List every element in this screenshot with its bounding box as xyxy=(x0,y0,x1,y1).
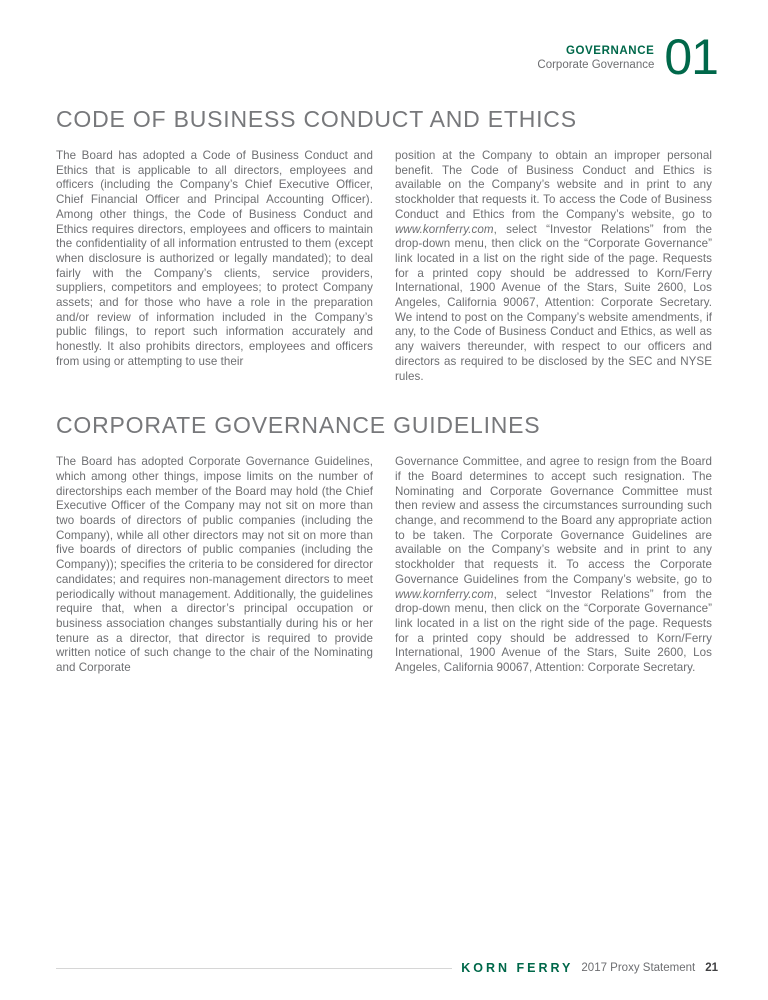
body-column-right: position at the Company to obtain an improper personal benefit. The Code of Business Conduct and Ethics is available on the Company’s website and in print to any stockholder that requests it. To access the Code of Business Conduct and Ethics from the Company’s website, go to www.kornferry.com, select “Investor Relations” from the drop-down menu, then click on the “Corporate Governance” link located in a list on the right side of the page. Requests for a printed copy should be addressed to Korn/Ferry International, 1900 Avenue of the Stars, Suite 2600, Los Angeles, California 90067, Attention: Corporate Secretary. We intend to post on the Company’s website amendments, if any, to the Code of Business Conduct and Ethics, as well as any waivers thereunder, with respect to our officers and directors as required to be disclosed by the SEC and NYSE rules. xyxy=(395,149,712,383)
section-corporate-governance-guidelines xyxy=(56,412,712,676)
two-column-text xyxy=(56,455,712,676)
footer-statement: 2017 Proxy Statement xyxy=(581,962,696,974)
body-column-left: The Board has adopted a Code of Business Conduct and Ethics that is applicable to all directors, employees and officers (including the Company’s Chief Executive Officer, Chief Financial Officer and Principal Accounting Officer). Among other things, the Code of Business Conduct and Ethics requires directors, employees and officers to maintain the confidentiality of all information entrusted to them (except when disclosure is authorized or legally mandated); to deal fairly with the Company’s clients, service providers, suppliers, competitors and employees; to protect Company assets; and for those who have a role in the preparation and/or review of information included in the Company’s public filings, to report such information accurately and honestly. It also prohibits directors, employees and officers from using or attempting to use their xyxy=(56,149,373,368)
section-number: 01 xyxy=(664,29,718,85)
section-label: GOVERNANCE xyxy=(565,45,655,57)
section-sublabel: Corporate Governance xyxy=(537,59,655,71)
footer-brand: KORN FERRY xyxy=(461,961,574,975)
body-column-right: Governance Committee, and agree to resign from the Board if the Board determines to accept such resignation. The Nominating and Corporate Governance Committee must then review and assess the circumstances surrounding such change, and recommend to the Board any appropriate action to be taken. The Corporate Governance Guidelines are available on the Company’s website and in print to any stockholder that requests it. To access the Corporate Governance Guidelines from the Company’s website, go to www.kornferry.com, select “Investor Relations” from the drop-down menu, then click on the “Corporate Governance” link located in a list on the right side of the page. Requests for a printed copy should be addressed to Korn/Ferry International, 1900 Avenue of the Stars, Suite 2600, Los Angeles, California 90067, Attention: Corporate Secretary. xyxy=(395,455,712,675)
footer-rule xyxy=(56,968,452,969)
page-content xyxy=(56,0,712,676)
section-code-of-business-conduct xyxy=(56,106,712,384)
section-title: CODE OF BUSINESS CONDUCT AND ETHICS xyxy=(56,106,577,132)
page-footer xyxy=(56,961,718,975)
page-number: 21 xyxy=(705,962,718,974)
body-column-left: The Board has adopted Corporate Governance Guidelines, which among other things, impose limits on the number of directorships each member of the Board may hold (the Chief Executive Officer of the Company may not sit on more than two boards of directors of public companies (including the Company), while all other directors may not sit on more than five boards of directors of public companies (including the Company)); specifies the criteria to be considered for director candidates; and requires non-management directors to meet periodically without management. Additionally, the guidelines require that, when a director’s principal occupation or business association changes substantially during his or her tenure as a director, that director is required to provide written notice of such change to the chair of the Nominating and Corporate xyxy=(56,455,373,675)
two-column-text xyxy=(56,149,712,384)
section-title: CORPORATE GOVERNANCE GUIDELINES xyxy=(56,412,541,439)
